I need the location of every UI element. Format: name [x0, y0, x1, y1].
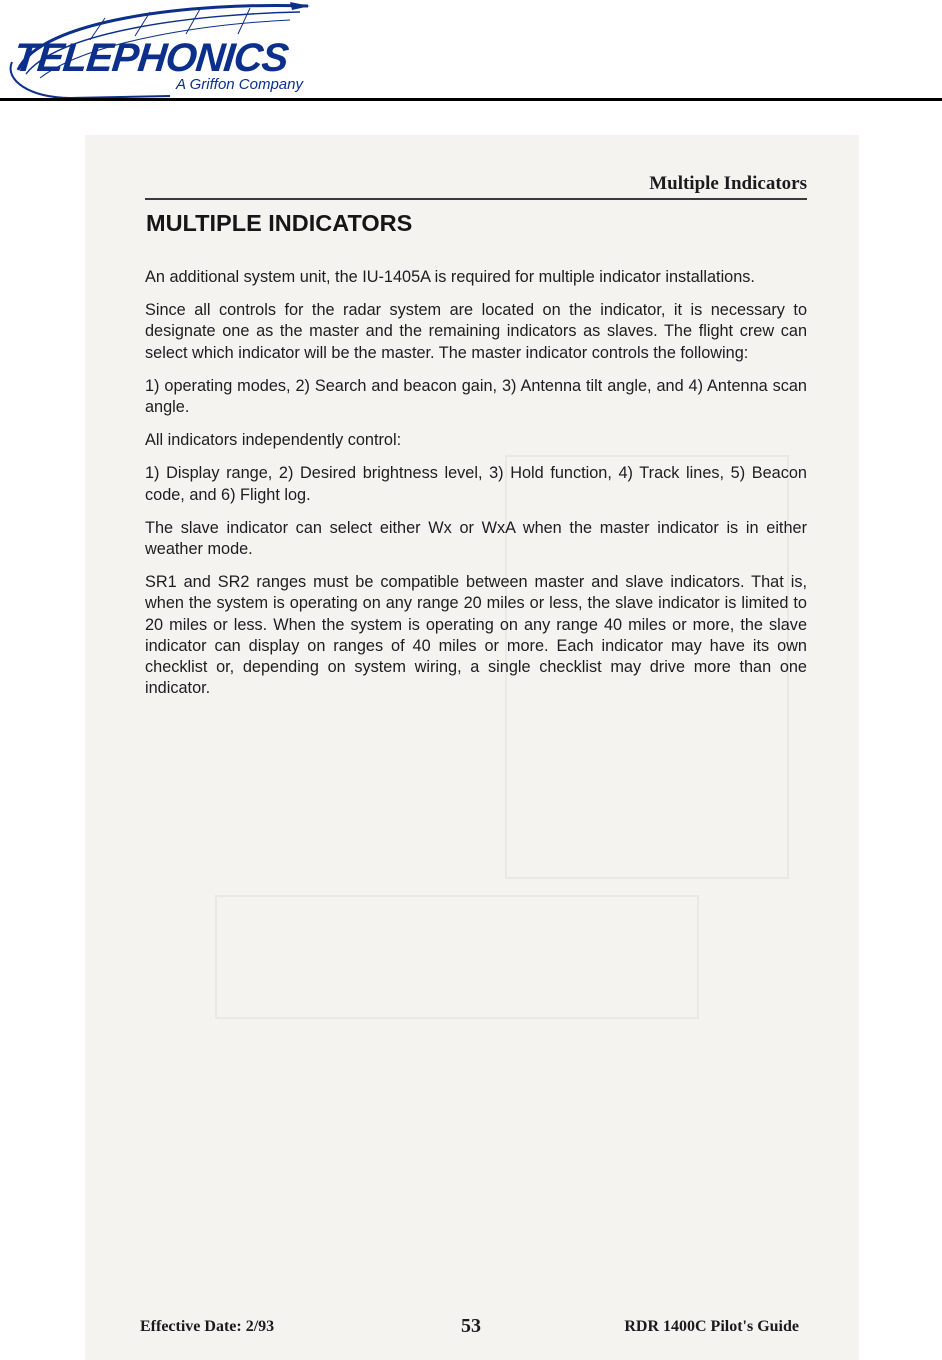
paragraph: An additional system unit, the IU-1405A is required for multiple indicator installations.: [145, 268, 755, 286]
paragraph: All indicators independently control:: [145, 431, 402, 450]
paragraph: Since all controls for the radar system are located on the indicator, it is necessary to designate one as the master and the remaining indicators as slaves. The flight crew can select which indicator will be the master. The master indicator controls the following:: [145, 301, 807, 362]
running-head: Multiple Indicators: [649, 173, 807, 194]
paragraph: The slave indicator can select either Wx or WxA when the master indicator is in either weather mode.: [145, 518, 807, 559]
logo-wordmark: TELEPHONICS: [11, 36, 290, 80]
header-divider: [0, 98, 942, 101]
paragraph: SR1 and SR2 ranges must be compatible between master and slave indicators. That is, when the system is operating on any range 20 miles or less, the slave indicator is limited to 20 miles or less. When the system is operating on any range 40 miles or more, the slave indicator can display on ranges of 40 miles or more. Each indicator may have its own checklist or, depending on system wiring, a single checklist may drive more than one indicator.: [145, 573, 807, 698]
paragraph: 1) operating modes, 2) Search and beacon gain, 3) Antenna tilt angle, and 4) Antenna scan angle.: [145, 376, 807, 417]
paragraph: 1) Display range, 2) Desired brightness level, 3) Hold function, 4) Track lines, 5) Beacon code, and 6) Flight log.: [145, 464, 807, 504]
effective-date: Effective Date: 2/93: [140, 1318, 275, 1335]
body-text: [145, 267, 807, 711]
bleed-through-artifact: [215, 895, 699, 1019]
scanned-page: [85, 135, 859, 1360]
guide-title: RDR 1400C Pilot's Guide: [624, 1318, 799, 1335]
telephonics-logo: [0, 0, 370, 100]
logo-tagline: A Griffon Company: [176, 76, 303, 93]
page-divider: [145, 198, 807, 200]
page-number: 53: [461, 1315, 481, 1337]
page-title: MULTIPLE INDICATORS: [146, 210, 413, 236]
